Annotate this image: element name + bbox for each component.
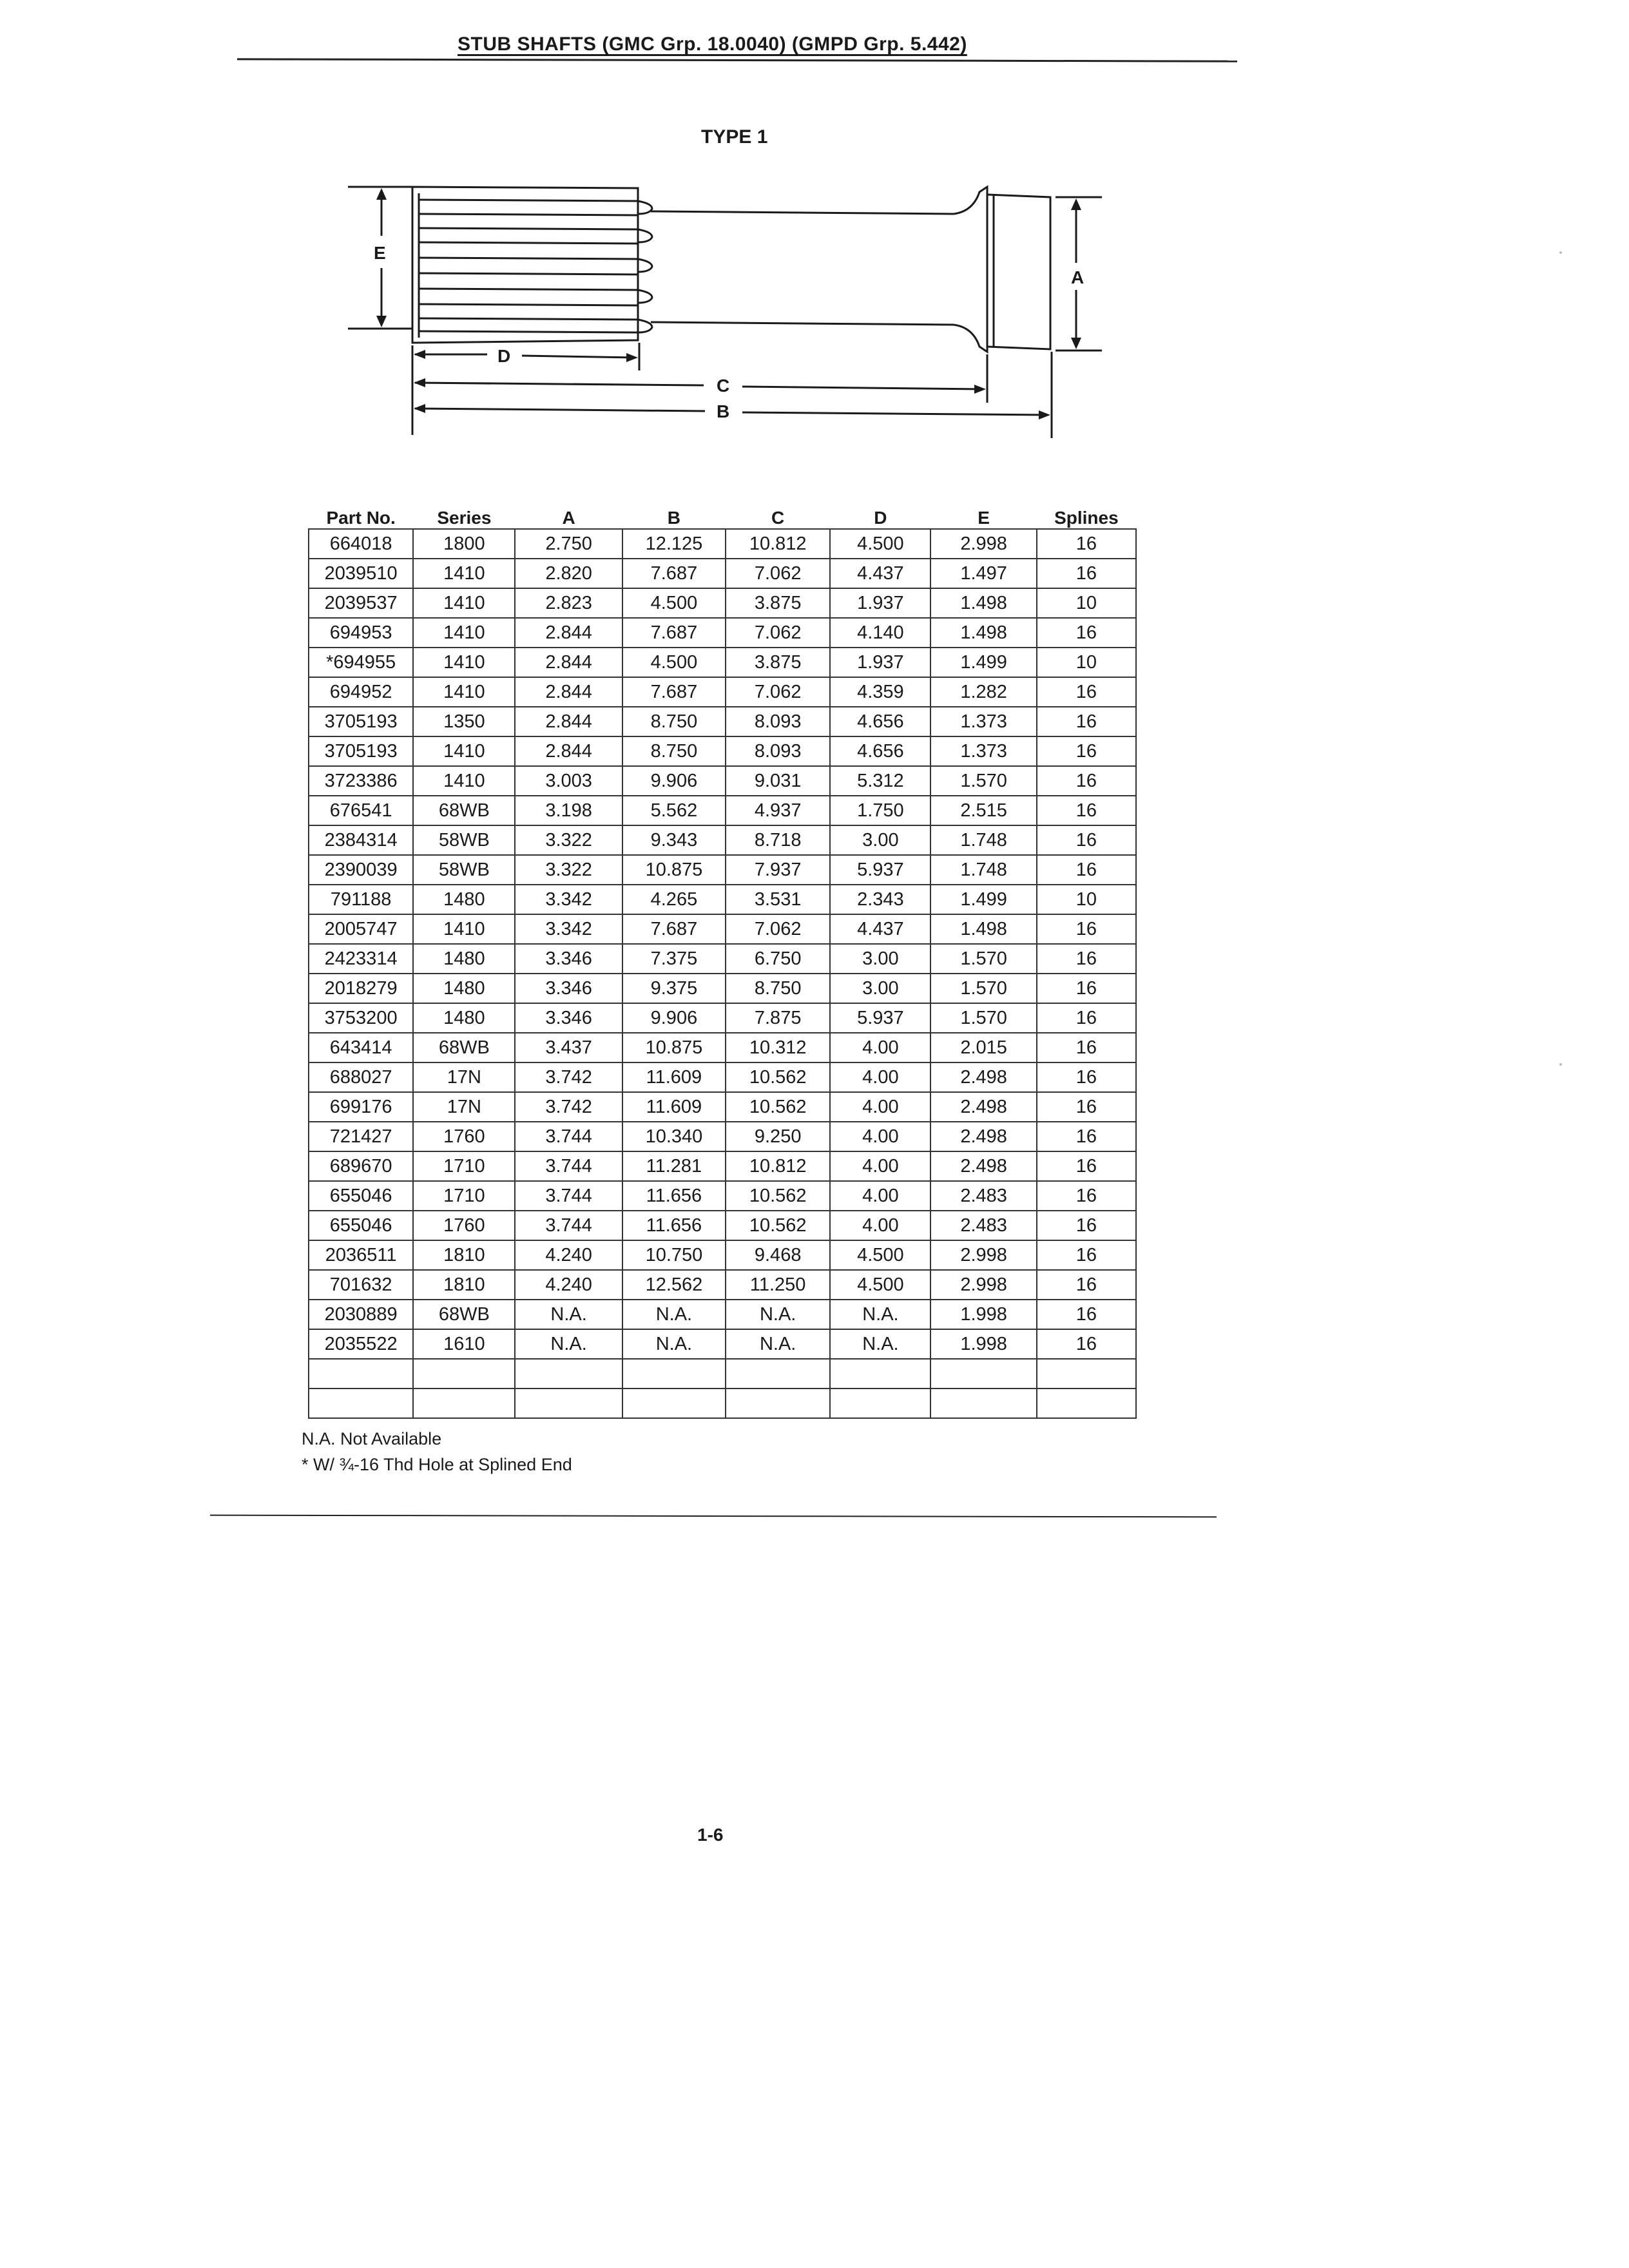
cell-series: 1480: [413, 944, 515, 974]
cell-splines: 16: [1037, 1240, 1136, 1270]
cell-c: 10.312: [726, 1033, 830, 1062]
cell-splines: 16: [1037, 825, 1136, 855]
empty-cell: [830, 1389, 930, 1418]
cell-a: 3.346: [515, 944, 622, 974]
column-header-a: A: [562, 508, 575, 528]
cell-part-no: 2036511: [309, 1240, 413, 1270]
scan-speck: [1559, 1063, 1562, 1066]
cell-part-no: 2039537: [309, 588, 413, 618]
cell-splines: 16: [1037, 736, 1136, 766]
cell-series: 17N: [413, 1092, 515, 1122]
table-row: [309, 825, 1136, 855]
cell-series: 1810: [413, 1270, 515, 1300]
cell-b: 11.281: [622, 1151, 726, 1181]
cell-series: 1760: [413, 1211, 515, 1240]
cell-series: 1410: [413, 677, 515, 707]
cell-e: 1.748: [930, 825, 1036, 855]
cell-series: 68WB: [413, 1033, 515, 1062]
cell-splines: 10: [1037, 885, 1136, 914]
cell-series: 1760: [413, 1122, 515, 1151]
cell-b: 7.687: [622, 914, 726, 944]
cell-e: 2.015: [930, 1033, 1036, 1062]
table-row: [309, 648, 1136, 677]
cell-series: 1710: [413, 1181, 515, 1211]
cell-d: 1.937: [830, 648, 930, 677]
cell-a: 3.744: [515, 1151, 622, 1181]
cell-a: 2.844: [515, 677, 622, 707]
stub-shaft-diagram: [335, 174, 1108, 457]
cell-e: 1.570: [930, 974, 1036, 1003]
cell-a: 3.744: [515, 1181, 622, 1211]
cell-b: 9.375: [622, 974, 726, 1003]
cell-b: 12.125: [622, 529, 726, 559]
cell-a: 4.240: [515, 1240, 622, 1270]
cell-c: 3.875: [726, 648, 830, 677]
table-row: [309, 1240, 1136, 1270]
empty-cell: [515, 1359, 622, 1389]
note-not-available: N.A. Not Available: [302, 1429, 442, 1448]
cell-part-no: 2423314: [309, 944, 413, 974]
cell-b: N.A.: [622, 1300, 726, 1329]
cell-a: 3.322: [515, 855, 622, 885]
cell-a: 2.823: [515, 588, 622, 618]
cell-series: 1410: [413, 736, 515, 766]
cell-splines: 16: [1037, 1300, 1136, 1329]
empty-cell: [1037, 1389, 1136, 1418]
cell-e: 2.483: [930, 1211, 1036, 1240]
cell-part-no: 701632: [309, 1270, 413, 1300]
cell-part-no: 2384314: [309, 825, 413, 855]
cell-e: 1.998: [930, 1329, 1036, 1359]
cell-splines: 16: [1037, 1270, 1136, 1300]
cell-c: 9.468: [726, 1240, 830, 1270]
cell-b: 9.906: [622, 766, 726, 796]
empty-cell: [930, 1359, 1036, 1389]
cell-series: 1800: [413, 529, 515, 559]
table-row: [309, 559, 1136, 588]
cell-splines: 16: [1037, 914, 1136, 944]
cell-c: 10.562: [726, 1181, 830, 1211]
cell-e: 1.570: [930, 1003, 1036, 1033]
cell-e: 1.498: [930, 588, 1036, 618]
cell-d: 1.937: [830, 588, 930, 618]
cell-c: 10.562: [726, 1092, 830, 1122]
empty-cell: [413, 1389, 515, 1418]
column-header-c: C: [771, 508, 785, 528]
cell-b: 9.906: [622, 1003, 726, 1033]
cell-part-no: 721427: [309, 1122, 413, 1151]
cell-d: 4.437: [830, 559, 930, 588]
cell-e: 1.373: [930, 707, 1036, 736]
cell-a: 2.844: [515, 707, 622, 736]
cell-part-no: 655046: [309, 1211, 413, 1240]
cell-a: 3.744: [515, 1211, 622, 1240]
cell-e: 2.515: [930, 796, 1036, 825]
cell-a: 3.198: [515, 796, 622, 825]
empty-cell: [726, 1359, 830, 1389]
cell-series: 1410: [413, 648, 515, 677]
cell-b: 11.609: [622, 1092, 726, 1122]
cell-series: 68WB: [413, 1300, 515, 1329]
table-header-row: [309, 501, 1136, 529]
empty-cell: [622, 1389, 726, 1418]
cell-d: 3.00: [830, 974, 930, 1003]
cell-b: 7.687: [622, 677, 726, 707]
cell-series: 1410: [413, 559, 515, 588]
column-header-e: E: [978, 508, 990, 528]
cell-splines: 16: [1037, 707, 1136, 736]
cell-c: 9.250: [726, 1122, 830, 1151]
cell-e: 1.499: [930, 648, 1036, 677]
cell-b: 10.875: [622, 855, 726, 885]
empty-cell: [622, 1359, 726, 1389]
table-row: [309, 1033, 1136, 1062]
empty-cell: [930, 1389, 1036, 1418]
stub-shaft-table: [308, 501, 1137, 1419]
cell-e: 1.498: [930, 618, 1036, 648]
empty-cell: [309, 1359, 413, 1389]
cell-splines: 16: [1037, 1062, 1136, 1092]
cell-d: 4.00: [830, 1092, 930, 1122]
cell-d: 1.750: [830, 796, 930, 825]
cell-part-no: 3705193: [309, 707, 413, 736]
cell-c: 8.093: [726, 707, 830, 736]
cell-e: 2.998: [930, 529, 1036, 559]
cell-d: 3.00: [830, 825, 930, 855]
cell-d: 4.140: [830, 618, 930, 648]
cell-e: 2.498: [930, 1151, 1036, 1181]
cell-splines: 16: [1037, 677, 1136, 707]
cell-series: 1710: [413, 1151, 515, 1181]
cell-d: 4.500: [830, 529, 930, 559]
cell-series: 58WB: [413, 855, 515, 885]
cell-part-no: 3705193: [309, 736, 413, 766]
cell-splines: 16: [1037, 618, 1136, 648]
cell-a: 3.342: [515, 914, 622, 944]
cell-splines: 16: [1037, 796, 1136, 825]
cell-splines: 16: [1037, 1181, 1136, 1211]
cell-splines: 16: [1037, 1033, 1136, 1062]
cell-e: 1.373: [930, 736, 1036, 766]
dim-e-label: E: [374, 243, 386, 263]
cell-d: 4.359: [830, 677, 930, 707]
cell-c: 3.875: [726, 588, 830, 618]
cell-part-no: 689670: [309, 1151, 413, 1181]
table-row: [309, 855, 1136, 885]
cell-b: 4.500: [622, 648, 726, 677]
cell-c: 7.062: [726, 677, 830, 707]
cell-d: 4.00: [830, 1122, 930, 1151]
cell-splines: 16: [1037, 559, 1136, 588]
cell-a: 2.820: [515, 559, 622, 588]
cell-a: 3.437: [515, 1033, 622, 1062]
column-header-splines: Splines: [1054, 508, 1119, 528]
cell-b: 10.875: [622, 1033, 726, 1062]
cell-part-no: 699176: [309, 1092, 413, 1122]
cell-e: 1.570: [930, 944, 1036, 974]
cell-b: 10.750: [622, 1240, 726, 1270]
cell-splines: 16: [1037, 1329, 1136, 1359]
cell-series: 1810: [413, 1240, 515, 1270]
cell-part-no: 664018: [309, 529, 413, 559]
cell-splines: 10: [1037, 648, 1136, 677]
empty-table-row: [309, 1359, 1136, 1389]
cell-a: 3.742: [515, 1092, 622, 1122]
cell-part-no: 2039510: [309, 559, 413, 588]
cell-a: N.A.: [515, 1300, 622, 1329]
cell-b: 11.609: [622, 1062, 726, 1092]
empty-cell: [726, 1389, 830, 1418]
cell-a: 2.844: [515, 736, 622, 766]
cell-d: 4.00: [830, 1151, 930, 1181]
cell-splines: 16: [1037, 944, 1136, 974]
dim-d-label: D: [497, 346, 511, 366]
cell-splines: 16: [1037, 1092, 1136, 1122]
cell-c: 8.093: [726, 736, 830, 766]
table-row: [309, 766, 1136, 796]
cell-part-no: 688027: [309, 1062, 413, 1092]
column-header-series: Series: [437, 508, 492, 528]
empty-cell: [1037, 1359, 1136, 1389]
cell-a: 3.003: [515, 766, 622, 796]
cell-c: 4.937: [726, 796, 830, 825]
cell-c: 10.812: [726, 1151, 830, 1181]
cell-a: 3.346: [515, 1003, 622, 1033]
cell-a: 4.240: [515, 1270, 622, 1300]
cell-b: 11.656: [622, 1211, 726, 1240]
cell-splines: 16: [1037, 855, 1136, 885]
cell-d: N.A.: [830, 1329, 930, 1359]
table-row: [309, 1122, 1136, 1151]
cell-series: 1350: [413, 707, 515, 736]
table-row: [309, 1062, 1136, 1092]
cell-c: 7.875: [726, 1003, 830, 1033]
table-row: [309, 1270, 1136, 1300]
cell-series: 1480: [413, 885, 515, 914]
cell-a: 2.844: [515, 618, 622, 648]
cell-a: 2.844: [515, 648, 622, 677]
cell-c: 11.250: [726, 1270, 830, 1300]
cell-b: N.A.: [622, 1329, 726, 1359]
table-row: [309, 1300, 1136, 1329]
empty-cell: [309, 1389, 413, 1418]
scan-speck: [1559, 251, 1562, 254]
cell-splines: 16: [1037, 1122, 1136, 1151]
cell-splines: 10: [1037, 588, 1136, 618]
cell-b: 5.562: [622, 796, 726, 825]
dim-c-label: C: [717, 376, 730, 396]
note-asterisk: * W/ ¾-16 Thd Hole at Splined End: [302, 1455, 572, 1474]
cell-c: 10.812: [726, 529, 830, 559]
cell-b: 12.562: [622, 1270, 726, 1300]
cell-a: 2.750: [515, 529, 622, 559]
cell-b: 8.750: [622, 707, 726, 736]
cell-splines: 16: [1037, 974, 1136, 1003]
cell-series: 1480: [413, 1003, 515, 1033]
table-row: [309, 1329, 1136, 1359]
cell-c: 9.031: [726, 766, 830, 796]
cell-part-no: 791188: [309, 885, 413, 914]
cell-c: N.A.: [726, 1329, 830, 1359]
empty-cell: [515, 1389, 622, 1418]
table-row: [309, 588, 1136, 618]
table-row: [309, 1211, 1136, 1240]
cell-e: 1.499: [930, 885, 1036, 914]
cell-c: 10.562: [726, 1211, 830, 1240]
cell-part-no: 655046: [309, 1181, 413, 1211]
cell-e: 2.483: [930, 1181, 1036, 1211]
cell-e: 2.498: [930, 1092, 1036, 1122]
cell-d: 4.656: [830, 736, 930, 766]
cell-series: 17N: [413, 1062, 515, 1092]
cell-series: 1480: [413, 974, 515, 1003]
cell-c: 7.062: [726, 914, 830, 944]
footer-rule: [210, 1515, 1217, 1518]
empty-table-row: [309, 1389, 1136, 1418]
cell-c: 6.750: [726, 944, 830, 974]
cell-b: 11.656: [622, 1181, 726, 1211]
cell-part-no: 3753200: [309, 1003, 413, 1033]
cell-splines: 16: [1037, 529, 1136, 559]
table-row: [309, 885, 1136, 914]
table-row: [309, 707, 1136, 736]
cell-series: 1410: [413, 766, 515, 796]
cell-series: 1410: [413, 914, 515, 944]
empty-cell: [413, 1359, 515, 1389]
column-header-part-no: Part No.: [326, 508, 396, 528]
header-rule: [237, 58, 1237, 62]
cell-d: 4.00: [830, 1033, 930, 1062]
cell-d: 4.00: [830, 1062, 930, 1092]
table-row: [309, 796, 1136, 825]
table-row: [309, 1092, 1136, 1122]
cell-part-no: 694953: [309, 618, 413, 648]
cell-part-no: 2390039: [309, 855, 413, 885]
cell-part-no: 2030889: [309, 1300, 413, 1329]
cell-a: 3.744: [515, 1122, 622, 1151]
cell-part-no: 676541: [309, 796, 413, 825]
table-row: [309, 618, 1136, 648]
cell-c: N.A.: [726, 1300, 830, 1329]
cell-part-no: 3723386: [309, 766, 413, 796]
cell-splines: 16: [1037, 1003, 1136, 1033]
cell-e: 1.748: [930, 855, 1036, 885]
table-row: [309, 944, 1136, 974]
cell-d: 5.937: [830, 1003, 930, 1033]
column-header-b: B: [667, 508, 681, 528]
table-row: [309, 1151, 1136, 1181]
cell-d: 4.00: [830, 1211, 930, 1240]
cell-e: 1.497: [930, 559, 1036, 588]
cell-d: 3.00: [830, 944, 930, 974]
table-row: [309, 1003, 1136, 1033]
cell-c: 3.531: [726, 885, 830, 914]
cell-c: 7.062: [726, 559, 830, 588]
page-number: 1-6: [697, 1825, 724, 1845]
cell-splines: 16: [1037, 1151, 1136, 1181]
cell-part-no: 2035522: [309, 1329, 413, 1359]
cell-series: 68WB: [413, 796, 515, 825]
cell-d: 4.656: [830, 707, 930, 736]
table-row: [309, 974, 1136, 1003]
cell-part-no: 643414: [309, 1033, 413, 1062]
cell-series: 1410: [413, 618, 515, 648]
table-row: [309, 1181, 1136, 1211]
cell-e: 1.282: [930, 677, 1036, 707]
cell-c: 10.562: [726, 1062, 830, 1092]
cell-e: 1.570: [930, 766, 1036, 796]
cell-d: 4.437: [830, 914, 930, 944]
cell-d: 4.500: [830, 1270, 930, 1300]
cell-b: 7.687: [622, 559, 726, 588]
cell-part-no: *694955: [309, 648, 413, 677]
type-label: TYPE 1: [701, 126, 768, 148]
cell-c: 7.062: [726, 618, 830, 648]
cell-e: 1.998: [930, 1300, 1036, 1329]
cell-e: 2.998: [930, 1270, 1036, 1300]
cell-b: 9.343: [622, 825, 726, 855]
empty-cell: [830, 1359, 930, 1389]
cell-b: 7.687: [622, 618, 726, 648]
cell-a: 3.346: [515, 974, 622, 1003]
cell-e: 2.998: [930, 1240, 1036, 1270]
table-row: [309, 529, 1136, 559]
cell-part-no: 694952: [309, 677, 413, 707]
cell-a: 3.742: [515, 1062, 622, 1092]
cell-a: N.A.: [515, 1329, 622, 1359]
cell-d: 5.937: [830, 855, 930, 885]
cell-d: N.A.: [830, 1300, 930, 1329]
table-body: [309, 529, 1136, 1418]
cell-a: 3.322: [515, 825, 622, 855]
page-title: STUB SHAFTS (GMC Grp. 18.0040) (GMPD Grp. 5.442): [458, 34, 967, 55]
cell-b: 4.500: [622, 588, 726, 618]
cell-c: 7.937: [726, 855, 830, 885]
cell-c: 8.718: [726, 825, 830, 855]
cell-e: 2.498: [930, 1122, 1036, 1151]
cell-c: 8.750: [726, 974, 830, 1003]
cell-d: 4.00: [830, 1181, 930, 1211]
cell-d: 4.500: [830, 1240, 930, 1270]
cell-series: 1410: [413, 588, 515, 618]
table-row: [309, 736, 1136, 766]
cell-a: 3.342: [515, 885, 622, 914]
cell-e: 1.498: [930, 914, 1036, 944]
column-header-d: D: [874, 508, 887, 528]
cell-part-no: 2018279: [309, 974, 413, 1003]
cell-b: 10.340: [622, 1122, 726, 1151]
table-row: [309, 914, 1136, 944]
cell-d: 5.312: [830, 766, 930, 796]
cell-splines: 16: [1037, 1211, 1136, 1240]
dim-a-label: A: [1071, 267, 1084, 287]
cell-e: 2.498: [930, 1062, 1036, 1092]
cell-b: 8.750: [622, 736, 726, 766]
cell-b: 7.375: [622, 944, 726, 974]
table-row: [309, 677, 1136, 707]
cell-series: 1610: [413, 1329, 515, 1359]
cell-d: 2.343: [830, 885, 930, 914]
cell-series: 58WB: [413, 825, 515, 855]
cell-splines: 16: [1037, 766, 1136, 796]
dim-b-label: B: [717, 401, 730, 421]
cell-part-no: 2005747: [309, 914, 413, 944]
cell-b: 4.265: [622, 885, 726, 914]
